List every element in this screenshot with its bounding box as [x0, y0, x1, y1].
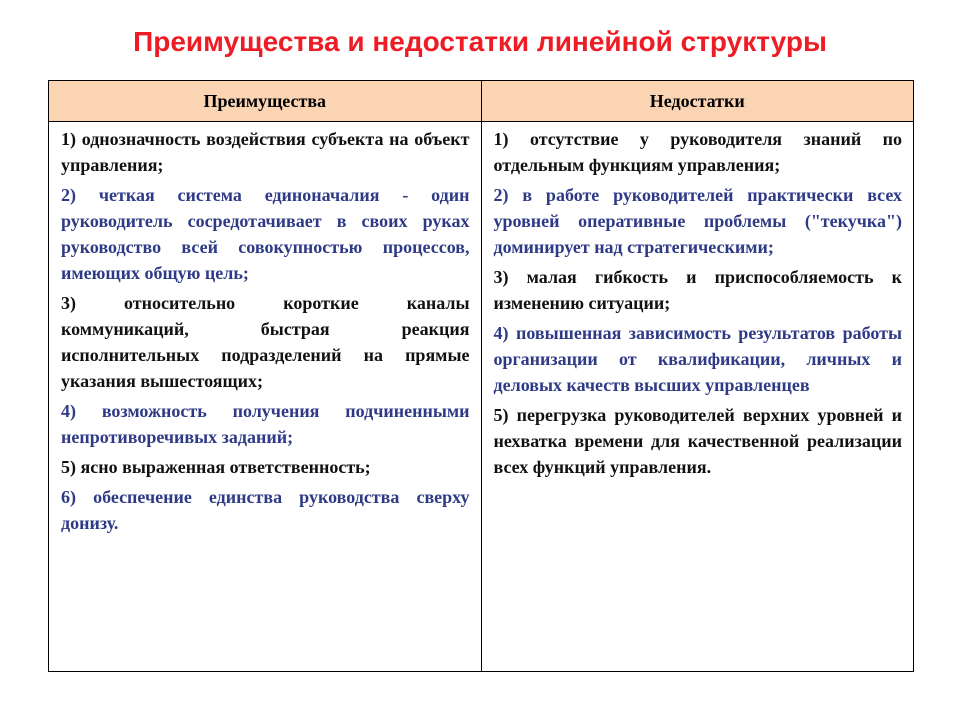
advantage-item-3-num: 3) — [61, 293, 76, 313]
disadvantage-item-3 — [494, 264, 903, 316]
advantage-item-5 — [61, 454, 470, 480]
advantage-item-2-text: четкая система единоначалия - один руководитель сосредотачивает в своих руках руководство всей совокупностью процессов, имеющих общую цель; — [61, 185, 470, 283]
advantage-item-5-num: 5) — [61, 457, 76, 477]
advantage-item-5-text: ясно выраженная ответственность; — [80, 457, 371, 477]
table-header-row — [49, 81, 914, 122]
header-disadvantages: Недостатки — [481, 81, 914, 122]
advantage-item-6 — [61, 484, 470, 536]
disadvantage-item-1 — [494, 126, 903, 178]
advantage-item-3 — [61, 290, 470, 394]
advantage-item-1-num: 1) — [61, 129, 76, 149]
disadvantage-item-2-num: 2) — [493, 185, 509, 205]
advantage-item-6-text: обеспечение единства руководства сверху донизу. — [61, 487, 470, 533]
disadvantage-item-5-text: перегрузка руководителей верхних уровней и нехватка времени для качественной реализации всех функций управления. — [493, 405, 902, 477]
header-advantages: Преимущества — [49, 81, 482, 122]
advantage-item-4 — [61, 398, 470, 450]
comparison-table — [48, 80, 914, 672]
advantage-item-3-text: относительно короткие каналы коммуникаций, быстрая реакция исполнительных подразделений на прямые указания вышестоящих; — [61, 293, 470, 391]
advantages-cell — [49, 122, 482, 672]
advantage-item-2-num: 2) — [61, 185, 76, 205]
page-title: Преимущества и недостатки линейной структуры — [133, 26, 827, 57]
disadvantage-item-4-num: 4) — [493, 323, 509, 343]
advantage-item-1 — [61, 126, 470, 178]
disadvantage-item-3-text: малая гибкость и приспособляемость к изменению ситуации; — [493, 267, 903, 313]
disadvantage-item-2 — [494, 182, 903, 260]
disadvantage-item-1-num: 1) — [493, 129, 509, 149]
advantage-item-1-text: однозначность воздействия субъекта на объект управления; — [61, 129, 470, 175]
advantage-item-6-num: 6) — [61, 487, 76, 507]
disadvantage-item-1-text: отсутствие у руководителя знаний по отдельным функциям управления; — [493, 129, 902, 175]
disadvantage-item-3-num: 3) — [493, 267, 509, 287]
table-body-row — [49, 122, 914, 672]
disadvantage-item-4-text: повышенная зависимость результатов работы организации от квалификации, личных и деловых качеств высших управленцев — [493, 323, 903, 395]
disadvantage-item-2-text: в работе руководителей практически всех уровней оперативные проблемы ("текучка") доминирует над стратегическими; — [493, 185, 903, 257]
advantage-item-4-num: 4) — [61, 401, 76, 421]
advantage-item-2 — [61, 182, 470, 286]
disadvantage-item-5-num: 5) — [493, 405, 509, 425]
disadvantage-item-5 — [494, 402, 903, 480]
disadvantage-item-4 — [494, 320, 903, 398]
disadvantages-cell — [481, 122, 914, 672]
advantage-item-4-text: возможность получения подчиненными непротиворечивых заданий; — [61, 401, 470, 447]
